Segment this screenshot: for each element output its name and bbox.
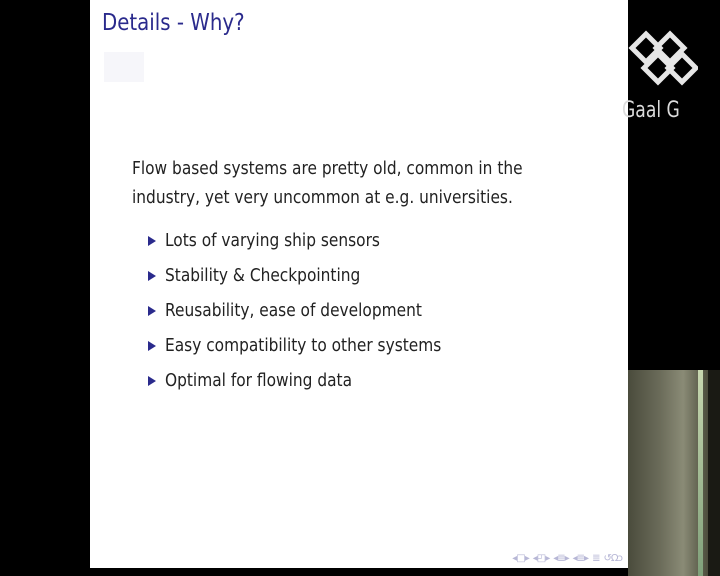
video-dark-edge bbox=[708, 370, 720, 576]
bullet-item bbox=[148, 293, 479, 328]
triangle-right-icon bbox=[148, 376, 156, 386]
presenter-video-thumbnail bbox=[628, 370, 720, 576]
nav-subsection-icon[interactable]: ◂◰▸ bbox=[532, 553, 550, 564]
title-ghost-mark bbox=[104, 52, 144, 82]
bullet-text: Easy compatibility to other systems bbox=[165, 335, 442, 356]
bullet-item bbox=[148, 258, 479, 293]
nav-search-icon[interactable]: ↺Ωᴐ bbox=[603, 553, 622, 564]
beamer-navigation-bar bbox=[512, 553, 622, 564]
bullet-item bbox=[148, 363, 479, 398]
nav-section-left-icon[interactable]: ◂≣▸ bbox=[553, 553, 569, 564]
triangle-right-icon bbox=[148, 306, 156, 316]
nav-frame-icon[interactable]: ◂□▸ bbox=[512, 553, 529, 564]
bullet-text: Optimal for flowing data bbox=[165, 370, 353, 391]
nav-appendix-icon[interactable]: ≣ bbox=[592, 553, 600, 564]
triangle-right-icon bbox=[148, 236, 156, 246]
bullet-text: Stability & Checkpointing bbox=[165, 265, 361, 286]
logo-text: Gaal G bbox=[622, 98, 680, 123]
diamond-pattern-logo bbox=[626, 26, 698, 90]
intro-paragraph: Flow based systems are pretty old, common in the industry, yet very uncommon at e.g. universities. bbox=[132, 159, 523, 208]
slide-title: Details - Why? bbox=[102, 10, 245, 36]
triangle-right-icon bbox=[148, 341, 156, 351]
nav-section-right-icon[interactable]: ◂≣▸ bbox=[572, 553, 589, 564]
triangle-right-icon bbox=[148, 271, 156, 281]
bullet-item bbox=[148, 223, 479, 258]
bullet-item bbox=[148, 328, 479, 363]
presentation-slide bbox=[90, 0, 628, 568]
bullet-list bbox=[148, 223, 479, 398]
bullet-text: Reusability, ease of development bbox=[165, 300, 422, 321]
video-light-strip bbox=[698, 370, 703, 576]
bullet-text: Lots of varying ship sensors bbox=[165, 230, 380, 251]
